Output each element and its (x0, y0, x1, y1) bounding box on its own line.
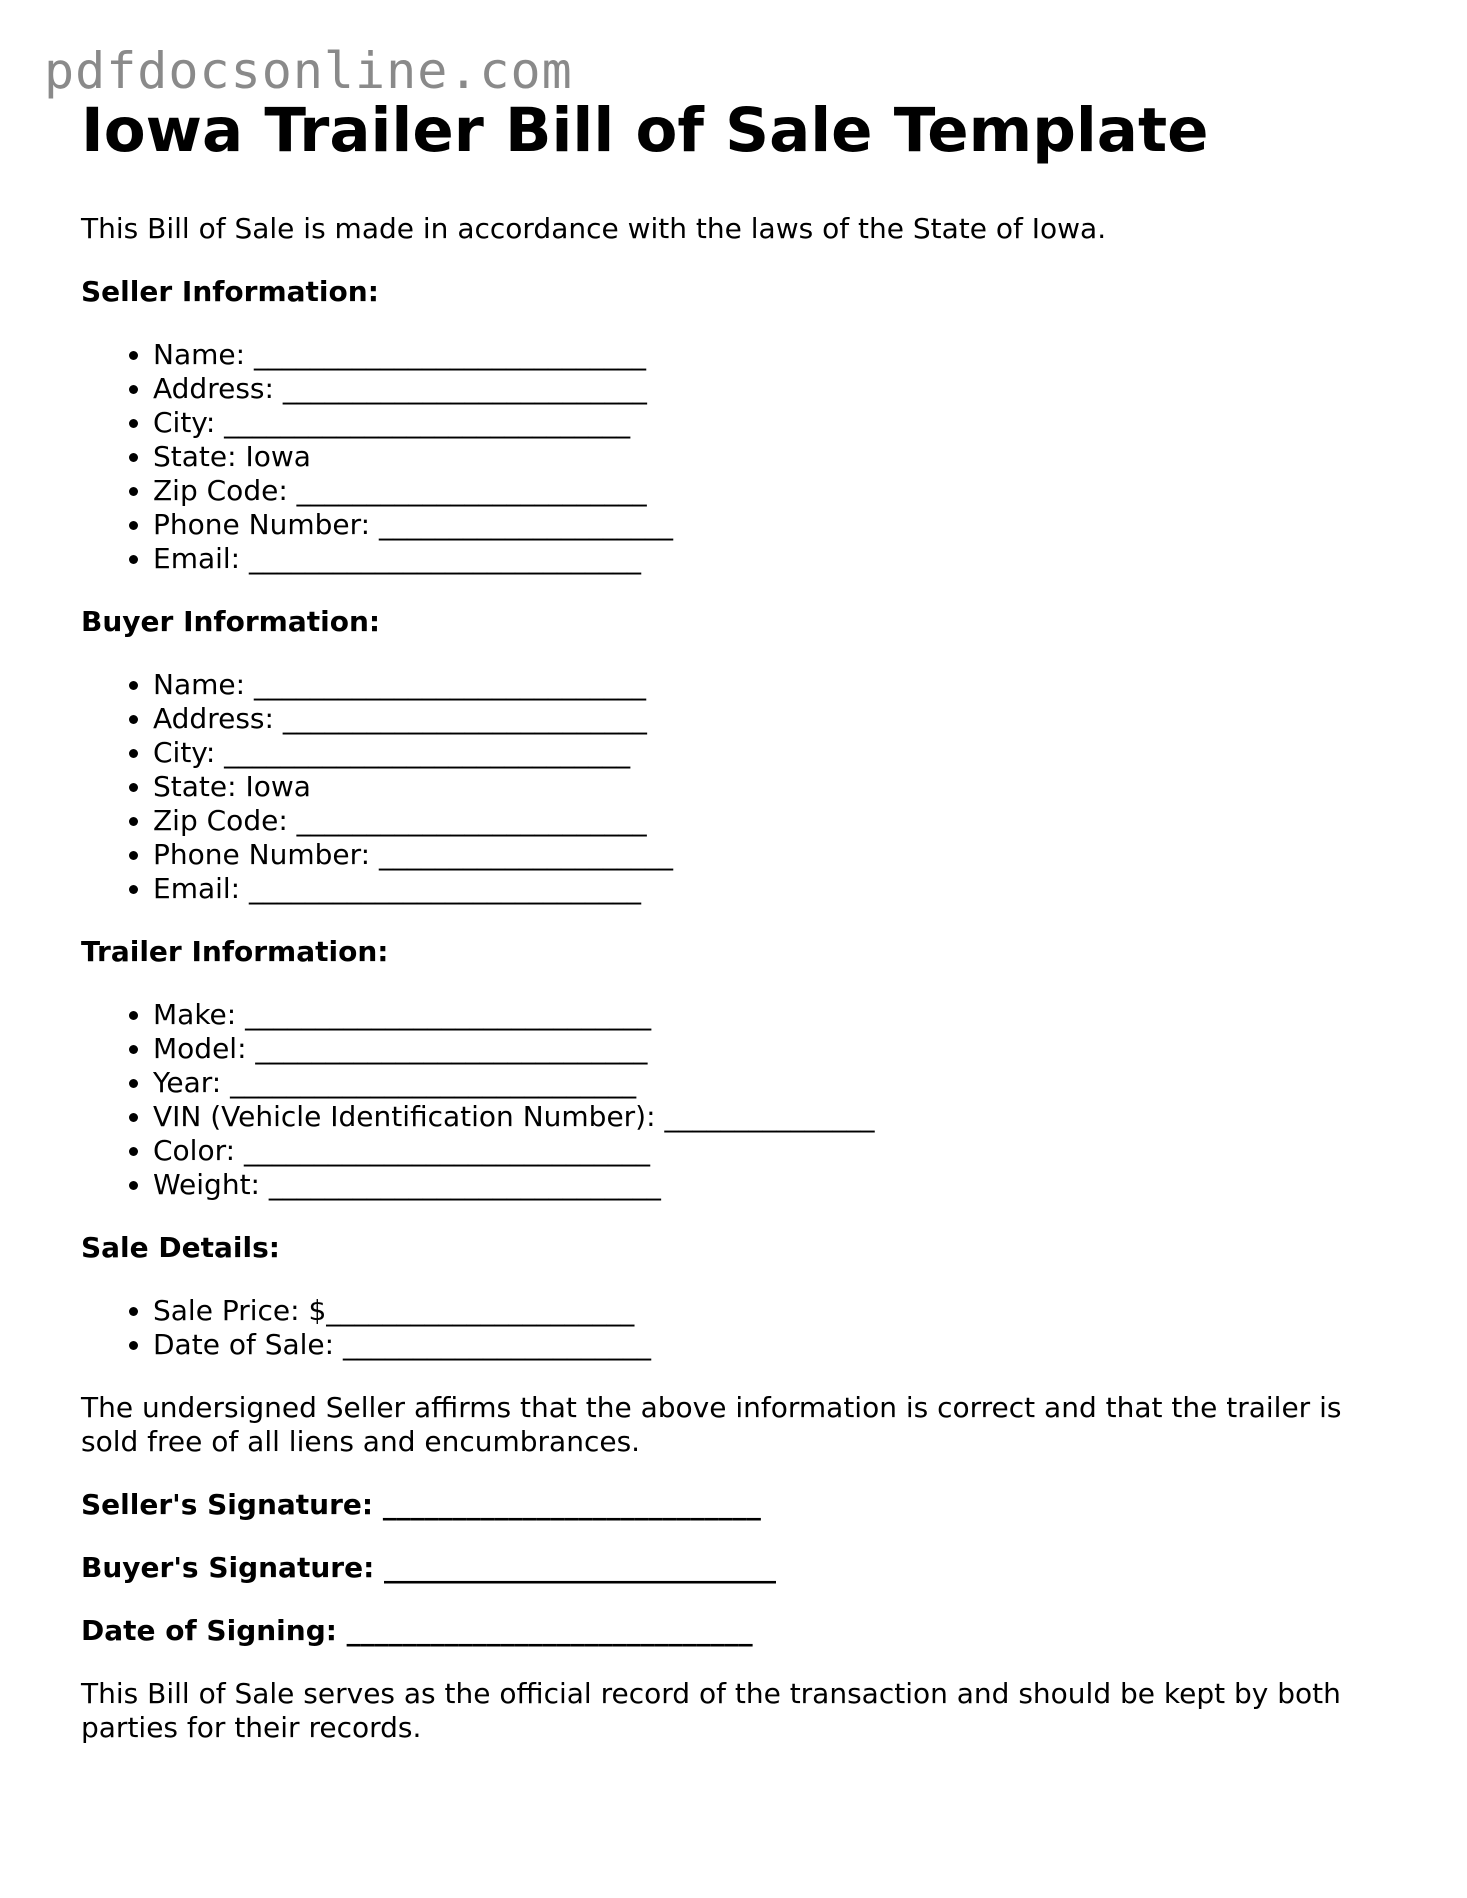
trailer-vin-field: • VIN (Vehicle Identification Number): _______________ (153, 1100, 1401, 1134)
seller-zip-field: • Zip Code: _________________________ (153, 474, 1401, 508)
buyer-name-field: • Name: ____________________________ (153, 668, 1401, 702)
trailer-color-field: • Color: _____________________________ (153, 1134, 1401, 1168)
buyer-state-field: • State: Iowa (153, 770, 1401, 804)
seller-section-heading: Seller Information: (81, 275, 379, 308)
seller-address-field: • Address: __________________________ (153, 372, 1401, 406)
sale-details-list (81, 1294, 1401, 1362)
sale-section-heading: Sale Details: (81, 1231, 280, 1264)
trailer-model-field: • Model: ____________________________ (153, 1032, 1401, 1066)
buyer-signature-line: Buyer's Signature: ____________________________ (81, 1551, 777, 1584)
intro-paragraph: This Bill of Sale is made in accordance with the laws of the State of Iowa. (81, 212, 1107, 245)
trailer-section-heading: Trailer Information: (81, 935, 389, 968)
seller-city-field: • City: _____________________________ (153, 406, 1401, 440)
affirmation-paragraph: The undersigned Seller affirms that the above information is correct and that the trailer is sold free of all liens and encumbrances. (81, 1391, 1342, 1458)
buyer-phone-field: • Phone Number: _____________________ (153, 838, 1401, 872)
seller-signature-line: Seller's Signature: ___________________________ (81, 1488, 761, 1521)
seller-name-field: • Name: ____________________________ (153, 338, 1401, 372)
seller-phone-field: • Phone Number: _____________________ (153, 508, 1401, 542)
trailer-year-field: • Year: _____________________________ (153, 1066, 1401, 1100)
buyer-email-field: • Email: ____________________________ (153, 872, 1401, 906)
date-of-signing-line: Date of Signing: _____________________________ (81, 1614, 753, 1647)
seller-state-field: • State: Iowa (153, 440, 1401, 474)
document-body (81, 212, 1401, 1774)
sale-date-field: • Date of Sale: ______________________ (153, 1328, 1401, 1362)
trailer-weight-field: • Weight: ____________________________ (153, 1168, 1401, 1202)
trailer-info-list (81, 998, 1401, 1202)
trailer-make-field: • Make: _____________________________ (153, 998, 1401, 1032)
seller-email-field: • Email: ____________________________ (153, 542, 1401, 576)
buyer-zip-field: • Zip Code: _________________________ (153, 804, 1401, 838)
watermark: pdfdocsonline.com (44, 42, 573, 100)
buyer-section-heading: Buyer Information: (81, 605, 381, 638)
seller-info-list (81, 338, 1401, 576)
page-title: Iowa Trailer Bill of Sale Template (81, 95, 1209, 166)
buyer-city-field: • City: _____________________________ (153, 736, 1401, 770)
sale-price-field: • Sale Price: $______________________ (153, 1294, 1401, 1328)
buyer-info-list (81, 668, 1401, 906)
buyer-address-field: • Address: __________________________ (153, 702, 1401, 736)
closing-paragraph: This Bill of Sale serves as the official record of the transaction and should be kept by both parties for their records. (81, 1677, 1341, 1744)
